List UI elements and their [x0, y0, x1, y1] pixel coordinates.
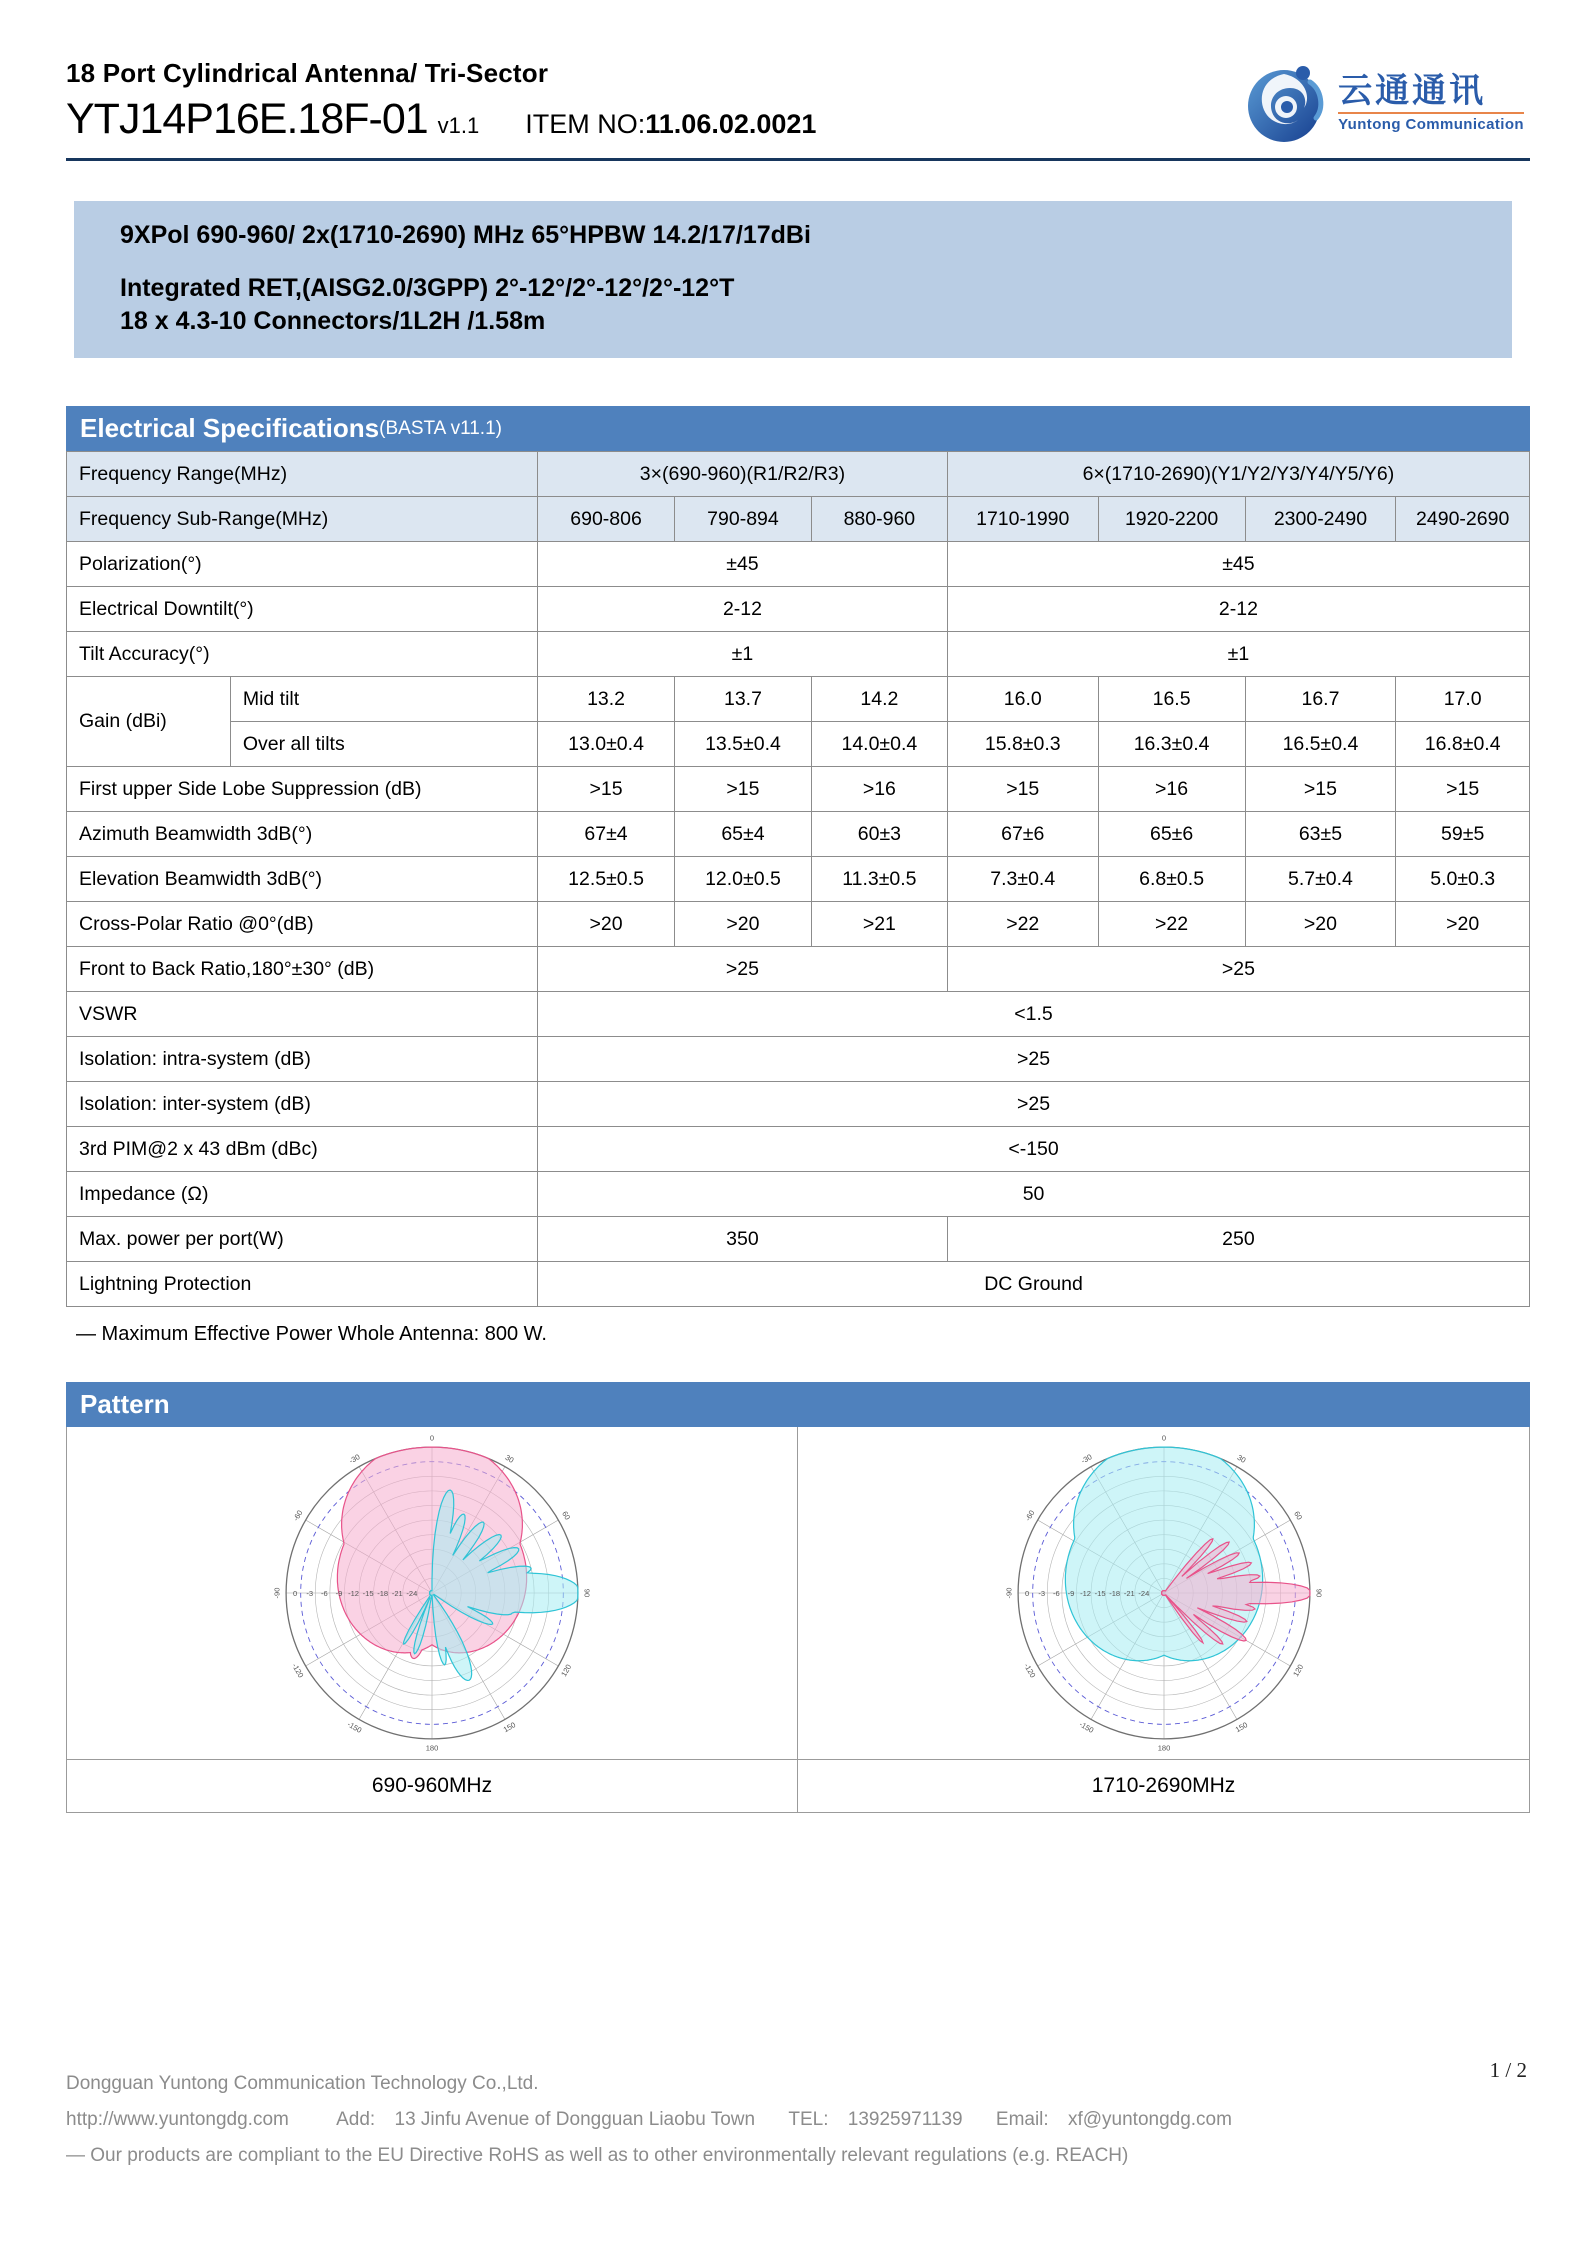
footer-website: http://www.yuntongdg.com — [66, 2109, 289, 2130]
spec-row-label: 3rd PIM@2 x 43 dBm (dBc) — [67, 1127, 538, 1172]
plot-caption-low-band: 690-960MHz — [67, 1760, 798, 1812]
svg-text:0: 0 — [1024, 1589, 1029, 1599]
spec-cell: >15 — [538, 767, 675, 812]
spec-row-label: Electrical Downtilt(°) — [67, 587, 538, 632]
product-summary-box — [74, 201, 1512, 358]
svg-text:-9: -9 — [335, 1589, 343, 1599]
spec-cell: >16 — [811, 767, 947, 812]
spec-cell: 11.3±0.5 — [811, 857, 947, 902]
svg-text:-24: -24 — [1137, 1589, 1149, 1599]
svg-text:60: 60 — [560, 1509, 573, 1522]
table-row — [67, 632, 1530, 677]
item-no-value: 11.06.02.0021 — [645, 109, 817, 139]
spec-cell: ±45 — [538, 542, 948, 587]
model-line — [66, 95, 816, 144]
spec-cell: 14.2 — [811, 677, 947, 722]
footer-tel-label: TEL: — [788, 2109, 829, 2130]
company-logo — [1246, 60, 1524, 146]
spec-cell: 16.7 — [1245, 677, 1396, 722]
spec-cell: 350 — [538, 1217, 948, 1262]
svg-text:-18: -18 — [1108, 1589, 1120, 1599]
spec-cell: 13.0±0.4 — [538, 722, 675, 767]
spec-cell: 67±6 — [947, 812, 1098, 857]
svg-text:180: 180 — [1157, 1743, 1170, 1753]
svg-text:-3: -3 — [1037, 1589, 1045, 1599]
spec-cell: 790-894 — [675, 497, 812, 542]
svg-text:-30: -30 — [1079, 1452, 1093, 1466]
spec-cell: 880-960 — [811, 497, 947, 542]
spec-cell: 2300-2490 — [1245, 497, 1396, 542]
item-no-label: ITEM NO: — [525, 109, 646, 139]
spec-cell: 16.3±0.4 — [1098, 722, 1245, 767]
spec-row-label: Front to Back Ratio,180°±30° (dB) — [67, 947, 538, 992]
spec-cell: 65±4 — [675, 812, 812, 857]
spec-cell: 1920-2200 — [1098, 497, 1245, 542]
spec-cell: 7.3±0.4 — [947, 857, 1098, 902]
spec-row-label: Max. power per port(W) — [67, 1217, 538, 1262]
svg-text:-21: -21 — [1123, 1589, 1135, 1599]
spec-sub-label: Over all tilts — [230, 722, 537, 767]
spec-cell: 50 — [538, 1172, 1530, 1217]
svg-text:90: 90 — [582, 1588, 592, 1598]
product-line-title: 18 Port Cylindrical Antenna/ Tri-Sector — [66, 58, 549, 88]
spec-cell: 2-12 — [538, 587, 948, 632]
spec-row-label: Frequency Range(MHz) — [67, 452, 538, 497]
spec-cell: >20 — [538, 902, 675, 947]
spec-cell: 690-806 — [538, 497, 675, 542]
spec-row-label: First upper Side Lobe Suppression (dB) — [67, 767, 538, 812]
spec-cell: ±1 — [538, 632, 948, 677]
spec-cell: 16.0 — [947, 677, 1098, 722]
svg-text:150: 150 — [501, 1720, 518, 1735]
logo-cjk-name: 云通通讯 — [1338, 71, 1487, 110]
table-row — [67, 677, 1530, 722]
spec-cell: 59±5 — [1396, 812, 1530, 857]
svg-text:-6: -6 — [1052, 1589, 1060, 1599]
footer-compliance: — Our products are compliant to the EU Directive RoHS as well as to other environmentally relevant regulations (e.g. REACH) — [66, 2145, 1129, 2166]
spec-cell: >21 — [811, 902, 947, 947]
pattern-plot-cell-low-band — [67, 1427, 798, 1759]
table-row — [67, 1262, 1530, 1307]
spec-cell: >25 — [538, 1037, 1530, 1082]
spec-cell: 13.5±0.4 — [675, 722, 812, 767]
svg-text:-30: -30 — [347, 1452, 362, 1466]
footer-add-label: Add: — [336, 2109, 376, 2130]
page-number: 1 / 2 — [1489, 2058, 1527, 2082]
header-rule — [66, 158, 1530, 161]
spec-row-label: Impedance (Ω) — [67, 1172, 538, 1217]
spec-cell: ±45 — [947, 542, 1529, 587]
logo-text-block — [1338, 73, 1524, 133]
spec-cell: >20 — [1396, 902, 1530, 947]
table-row — [67, 992, 1530, 1037]
footer-email: xf@yuntongdg.com — [1067, 2109, 1232, 2130]
svg-text:-9: -9 — [1067, 1589, 1074, 1599]
pattern-captions — [67, 1759, 1529, 1812]
spec-cell: >25 — [538, 947, 948, 992]
model-version: v1.1 — [437, 113, 480, 138]
max-power-footnote: — Maximum Effective Power Whole Antenna: 800 W. — [76, 1323, 547, 1345]
spec-row-label: Gain (dBi) — [67, 677, 231, 767]
table-row — [67, 1172, 1530, 1217]
spec-cell: >22 — [1098, 902, 1245, 947]
spec-row-label: Azimuth Beamwidth 3dB(°) — [67, 812, 538, 857]
svg-text:-90: -90 — [1004, 1587, 1014, 1599]
spec-cell: 12.5±0.5 — [538, 857, 675, 902]
spec-cell: <1.5 — [538, 992, 1530, 1037]
spec-cell: 12.0±0.5 — [675, 857, 812, 902]
svg-text:0: 0 — [293, 1589, 298, 1599]
spec-cell: 6×(1710-2690)(Y1/Y2/Y3/Y4/Y5/Y6) — [947, 452, 1529, 497]
spec-cell: 65±6 — [1098, 812, 1245, 857]
spec-cell: >20 — [1245, 902, 1396, 947]
spec-row-label: Lightning Protection — [67, 1262, 538, 1307]
svg-text:120: 120 — [1290, 1662, 1305, 1679]
svg-text:90: 90 — [1313, 1588, 1323, 1598]
spec-cell: 2-12 — [947, 587, 1529, 632]
table-row — [67, 1082, 1530, 1127]
spec-cell: 13.7 — [675, 677, 812, 722]
svg-text:60: 60 — [1291, 1509, 1304, 1522]
svg-text:-24: -24 — [406, 1589, 418, 1599]
spec-cell: DC Ground — [538, 1262, 1530, 1307]
electrical-specs-header — [66, 406, 1530, 451]
spec-cell: 16.5 — [1098, 677, 1245, 722]
svg-text:-150: -150 — [345, 1719, 364, 1735]
svg-text:-60: -60 — [291, 1508, 305, 1523]
spec-row-label: Tilt Accuracy(°) — [67, 632, 538, 677]
table-row — [67, 1037, 1530, 1082]
table-row — [67, 497, 1530, 542]
spec-cell: ±1 — [947, 632, 1529, 677]
plot-caption-high-band: 1710-2690MHz — [1091, 1774, 1236, 1797]
electrical-specs-table — [66, 451, 1530, 1307]
svg-text:30: 30 — [1235, 1452, 1247, 1465]
pattern-plot-cell-high-band — [798, 1427, 1529, 1759]
svg-text:120: 120 — [559, 1662, 574, 1679]
table-row — [67, 767, 1530, 812]
svg-text:-3: -3 — [306, 1589, 314, 1599]
spec-cell: >15 — [1396, 767, 1530, 812]
spec-cell: 6.8±0.5 — [1098, 857, 1245, 902]
table-row — [67, 722, 1530, 767]
summary-line-2: Integrated RET,(AISG2.0/3GPP) 2°-12°/2°-12°/2°-12°T — [120, 274, 735, 302]
spec-cell: 16.8±0.4 — [1396, 722, 1530, 767]
pattern-section-title: Pattern — [80, 1389, 170, 1419]
spec-cell: 5.7±0.4 — [1245, 857, 1396, 902]
table-row — [67, 947, 1530, 992]
svg-text:0: 0 — [429, 1433, 435, 1443]
polar-plot-690-960 — [271, 1432, 593, 1754]
footer-email-label: Email: — [995, 2109, 1049, 2130]
logo-en-name: Yuntong Communication — [1338, 116, 1524, 134]
spec-row-label: Polarization(°) — [67, 542, 538, 587]
spec-cell: >25 — [538, 1082, 1530, 1127]
table-row — [67, 542, 1530, 587]
table-row — [67, 587, 1530, 632]
spec-cell: 15.8±0.3 — [947, 722, 1098, 767]
spec-cell: 67±4 — [538, 812, 675, 857]
title-block — [66, 58, 816, 144]
spec-cell: 2490-2690 — [1396, 497, 1530, 542]
logo-divider — [1338, 112, 1524, 114]
svg-text:-6: -6 — [320, 1589, 328, 1599]
spec-cell: >20 — [675, 902, 812, 947]
spec-cell: 60±3 — [811, 812, 947, 857]
spec-cell: 3×(690-960)(R1/R2/R3) — [538, 452, 948, 497]
svg-text:-18: -18 — [377, 1589, 389, 1599]
spec-cell: <-150 — [538, 1127, 1530, 1172]
pattern-box — [66, 1427, 1530, 1813]
spec-cell: >25 — [947, 947, 1529, 992]
spec-row-label: Elevation Beamwidth 3dB(°) — [67, 857, 538, 902]
table-row — [67, 902, 1530, 947]
table-row — [67, 1217, 1530, 1262]
spec-cell: 14.0±0.4 — [811, 722, 947, 767]
table-row — [67, 812, 1530, 857]
model-code: YTJ14P16E.18F-01 — [66, 95, 428, 143]
spec-row-label: Isolation: intra-system (dB) — [67, 1037, 538, 1082]
svg-text:-60: -60 — [1022, 1508, 1036, 1523]
spec-cell: 250 — [947, 1217, 1529, 1262]
spec-row-label: Isolation: inter-system (dB) — [67, 1082, 538, 1127]
electrical-specs-title: Electrical Specifications — [80, 413, 380, 443]
spec-cell: >22 — [947, 902, 1098, 947]
svg-text:-90: -90 — [272, 1587, 282, 1599]
svg-text:-15: -15 — [362, 1589, 374, 1599]
pattern-section-header — [66, 1382, 1530, 1427]
svg-text:-150: -150 — [1077, 1719, 1095, 1735]
footer-tel: 13925971139 — [847, 2109, 963, 2130]
electrical-specs-subtitle: (BASTA v11.1) — [379, 417, 502, 439]
spec-row-label: Cross-Polar Ratio @0°(dB) — [67, 902, 538, 947]
spec-cell: >15 — [947, 767, 1098, 812]
spec-cell: 16.5±0.4 — [1245, 722, 1396, 767]
svg-text:150: 150 — [1233, 1720, 1249, 1735]
footer-contact-line — [66, 2102, 1530, 2138]
svg-text:-12: -12 — [348, 1589, 359, 1599]
page-footer — [66, 2066, 1530, 2174]
logo-swirl-icon — [1246, 60, 1328, 146]
footer-company: Dongguan Yuntong Communication Technology Co.,Ltd. — [66, 2073, 539, 2094]
polar-plot-1710-2690 — [1003, 1432, 1325, 1754]
table-row — [67, 452, 1530, 497]
summary-line-3: 18 x 4.3-10 Connectors/1L2H /1.58m — [120, 307, 546, 335]
pattern-plots — [67, 1427, 1529, 1759]
svg-text:-15: -15 — [1094, 1589, 1106, 1599]
spec-sub-label: Mid tilt — [230, 677, 537, 722]
spec-cell: >16 — [1098, 767, 1245, 812]
spec-cell: 63±5 — [1245, 812, 1396, 857]
spec-cell: 17.0 — [1396, 677, 1530, 722]
svg-text:-12: -12 — [1079, 1589, 1091, 1599]
svg-text:-21: -21 — [391, 1589, 403, 1599]
spec-row-label: VSWR — [67, 992, 538, 1037]
table-row — [67, 857, 1530, 902]
table-row — [67, 1127, 1530, 1172]
summary-line-1: 9XPol 690-960/ 2x(1710-2690) MHz 65°HPBW 14.2/17/17dBi — [120, 221, 811, 249]
svg-text:0: 0 — [1161, 1433, 1166, 1443]
svg-text:180: 180 — [425, 1743, 439, 1753]
spec-cell: 13.2 — [538, 677, 675, 722]
page-header — [66, 58, 1530, 146]
footer-address: 13 Jinfu Avenue of Dongguan Liaobu Town — [394, 2109, 756, 2130]
spec-row-label: Frequency Sub-Range(MHz) — [67, 497, 538, 542]
spec-cell: 5.0±0.3 — [1396, 857, 1530, 902]
svg-text:30: 30 — [503, 1452, 516, 1465]
svg-text:-120: -120 — [290, 1661, 306, 1680]
svg-text:-120: -120 — [1021, 1661, 1037, 1680]
spec-cell: >15 — [675, 767, 812, 812]
spec-cell: 1710-1990 — [947, 497, 1098, 542]
spec-cell: >15 — [1245, 767, 1396, 812]
